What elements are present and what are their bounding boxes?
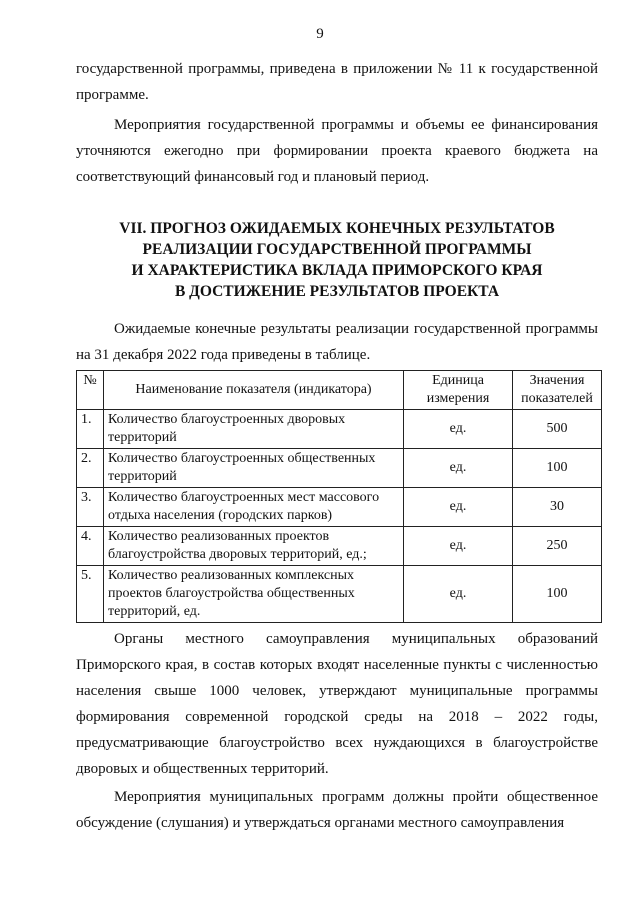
section-heading-line-4: В ДОСТИЖЕНИЕ РЕЗУЛЬТАТОВ ПРОЕКТА <box>174 283 500 300</box>
section-heading-line-3: И ХАРАКТЕРИСТИКА ВКЛАДА ПРИМОРСКОГО КРАЯ <box>131 262 543 279</box>
header-name: Наименование показателя (индикатора) <box>104 371 404 410</box>
indicator-name: Количество реализованных проектов благоустройства дворовых территорий, ед.; <box>104 527 404 566</box>
intro-paragraph-1: государственной программы, приведена в приложении № 11 к государственной программе. <box>76 61 598 103</box>
indicator-value: 100 <box>513 449 602 488</box>
indicator-value: 500 <box>513 410 602 449</box>
table-header-row <box>77 371 602 410</box>
closing-paragraph-2: Мероприятия муниципальных программ должны пройти общественное обсуждение (слушания) и утверждаться органами местного самоуправления <box>76 789 598 831</box>
table-row <box>77 527 602 566</box>
indicator-unit: ед. <box>404 527 513 566</box>
indicator-name: Количество благоустроенных мест массового отдыха населения (городских парков) <box>104 488 404 527</box>
indicator-unit: ед. <box>404 449 513 488</box>
table-row <box>77 488 602 527</box>
indicator-unit: ед. <box>404 488 513 527</box>
row-number: 1. <box>77 410 104 449</box>
row-number: 2. <box>77 449 104 488</box>
header-value: Значения показателей <box>513 371 602 410</box>
section-heading <box>76 218 598 302</box>
closing-paragraph-1: Органы местного самоуправления муниципальных образований Приморского края, в состав которых входят населенные пункты с численностью населения свыше 1000 человек, утверждают муниципальные программы формирования современной городской среды на 2018 – 2022 годы, предусматривающие благоустройство всех нуждающихся в благоустройстве дворовых и общественных территорий. <box>76 631 598 777</box>
indicator-name: Количество благоустроенных общественных территорий <box>104 449 404 488</box>
indicator-value: 100 <box>513 566 602 623</box>
indicator-unit: ед. <box>404 410 513 449</box>
indicator-name: Количество благоустроенных дворовых территорий <box>104 410 404 449</box>
row-number: 5. <box>77 566 104 623</box>
header-unit: Единица измерения <box>404 371 513 410</box>
table-intro-paragraph: Ожидаемые конечные результаты реализации государственной программы на 31 декабря 2022 года приведены в таблице. <box>76 321 598 363</box>
header-num: № <box>77 371 104 410</box>
section-heading-line-1: VII. ПРОГНОЗ ОЖИДАЕМЫХ КОНЕЧНЫХ РЕЗУЛЬТАТОВ <box>119 220 555 237</box>
row-number: 3. <box>77 488 104 527</box>
indicator-value: 250 <box>513 527 602 566</box>
intro-paragraph-2: Мероприятия государственной программы и объемы ее финансирования уточняются ежегодно при формировании проекта краевого бюджета на соответствующий финансовый год и плановый период. <box>76 117 598 185</box>
row-number: 4. <box>77 527 104 566</box>
section-heading-line-2: РЕАЛИЗАЦИИ ГОСУДАРСТВЕННОЙ ПРОГРАММЫ <box>142 241 532 258</box>
table-row <box>77 566 602 623</box>
indicator-name: Количество реализованных комплексных проектов благоустройства общественных территорий, ед. <box>104 566 404 623</box>
indicator-value: 30 <box>513 488 602 527</box>
indicator-unit: ед. <box>404 566 513 623</box>
table-row <box>77 449 602 488</box>
page-number: 9 <box>316 26 324 42</box>
results-table <box>76 370 602 623</box>
table-row <box>77 410 602 449</box>
